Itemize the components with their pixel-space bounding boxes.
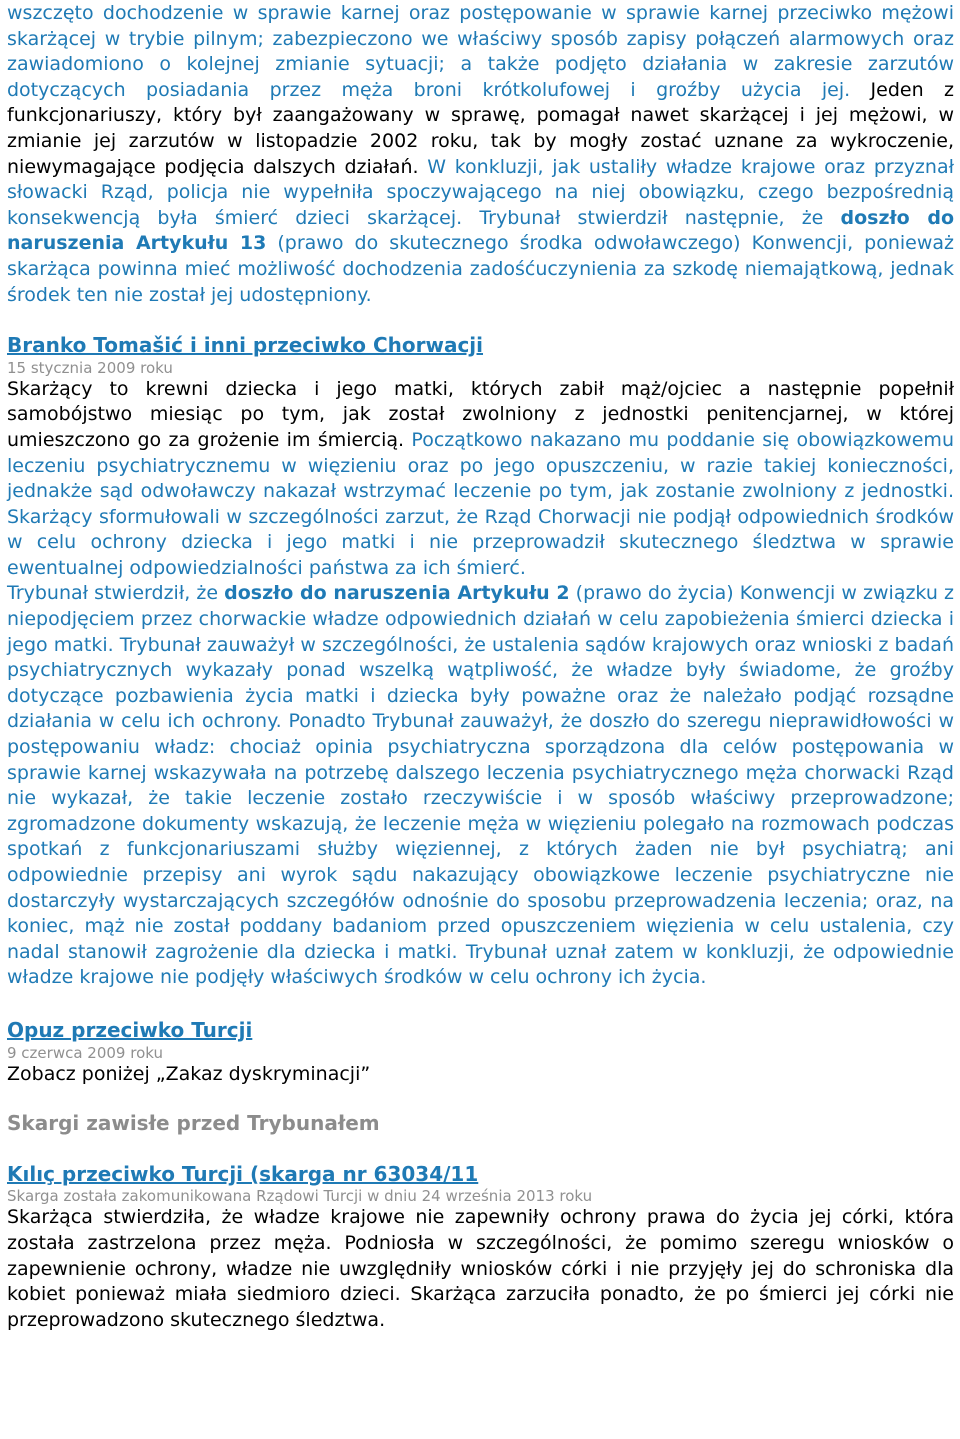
case-title-kilic[interactable]: Kılıç przeciwko Turcji (skarga nr 63034/11	[7, 1161, 479, 1186]
intro-text-blue-4: (prawo do skutecznego środka odwoławczego) Konwencji, ponieważ skarżąca powinna mieć możliwość dochodzenia zadośćuczynienia za szkodę niemajątkową, jednak środek ten nie został jej udostępniony.	[7, 232, 955, 306]
case-title-tomasic[interactable]: Branko Tomašić i inni przeciwko Chorwacji	[7, 333, 484, 358]
case-facts-tomasic	[7, 377, 954, 582]
facts-text-blue: Początkowo nakazano mu poddanie się obowiązkowemu leczeniu psychiatrycznemu w więzieniu oraz po jego opuszczeniu, w razie takiej konieczności, jednakże sąd odwoławczy nakazał wstrzymać leczenie po tym, jak zostanie zwolniony z jednostki.	[7, 428, 954, 503]
ruling-violation-article-2: doszło do naruszenia Artykułu 2	[224, 582, 570, 605]
case-date-kilic: Skarga została zakomunikowana Rządowi Turcji w dniu 24 września 2013 roku	[7, 1187, 593, 1206]
intro-violation-article-13: doszło do naruszenia Artykułu 13	[7, 206, 954, 255]
ruling-pre: Trybunał stwierdził, że	[7, 582, 225, 605]
case-date-opuz: 9 czerwca 2009 roku	[7, 1043, 163, 1062]
intro-text-blue-3: Trybunał stwierdził następnie, że	[462, 206, 841, 229]
case-text-opuz: Zobacz poniżej „Zakaz dyskryminacji”	[7, 1062, 371, 1085]
intro-text-blue: wszczęto dochodzenie w sprawie karnej oraz postępowanie w sprawie karnej przeciwko mężowi skarżącej w trybie pilnym; zabezpieczono we właściwy sposób zapisy połączeń alarmowych oraz zawiadomiono o kolejnej zmianie sytuacji; a także podjęto działania w zakresie zarzutów dotyczących posiadania przez męża broni krótkolufowej i groźby użycia jej.	[7, 2, 954, 101]
facts-text-blue-2: Skarżący sformułowali w szczególności zarzut, że Rząd Chorwacji nie podjął odpowiednich środków w celu ochrony dziecka i jego matki i nie przeprowadził skutecznego śledztwa w sprawie ewentualnej odpowiedzialności państwa za ich śmierć.	[7, 505, 954, 579]
ruling-rest: (prawo do życia) Konwencji w związku z niepodjęciem przez chorwackie władze odpowiednich działań w celu zapobieżenia śmierci dziecka i jego matki. Trybunał zauważył w szczególności, że ustalenia sądów krajowych oraz wnioski z badań psychiatrycznych wykazały ponad wszelką wątpliwość, że władze były świadome, że groźby dotyczące pozbawienia życia matki i dziecka były poważne oraz że należało podjąć rozsądne działania w celu ich ochrony. Ponadto Trybunał zauważył, że doszło do szeregu nieprawidłowości w postępowaniu władz: chociaż opinia psychiatryczna sporządzona dla celów postępowania w sprawie karnej wskazywała na potrzebę dalszego leczenia psychiatrycznego męża chorwacki Rząd nie wykazał, że takie leczenie zostało rzeczywiście i w sposób właściwy przeprowadzone; zgromadzone dokumenty wskazują, że leczenie męża w więzieniu polegało na rozmowach podczas spotkań z funkcjonariuszami służby więziennej, z których żaden nie był psychiatrą; ani odpowiednie przepisy ani wyrok sądu nakazujący obowiązkowe leczenie psychiatryczne nie dostarczyły wystarczających szczegółów odnośnie do sposobu przeprowadzenia leczenia; oraz, na koniec, mąż nie został poddany badaniom przed opuszczeniem więzienia w celu ustalenia, czy nadal stanowił zagrożenie dla dziecka i matki. Trybunał uznał zatem w konkluzji, że odpowiednie władze krajowe nie podjęły właściwych środków w celu ochrony ich życia.	[7, 582, 954, 989]
case-ruling-tomasic	[7, 581, 954, 991]
case-date-tomasic: 15 stycznia 2009 roku	[7, 358, 173, 377]
case-title-opuz[interactable]: Opuz przeciwko Turcji	[7, 1017, 253, 1042]
intro-paragraph	[7, 1, 954, 308]
section-title-pending: Skargi zawisłe przed Trybunałem	[7, 1111, 380, 1136]
facts-text: Skarżący to krewni dziecka i jego matki, których zabił mąż/ojciec a następnie popełnił samobójstwo miesiąc po tym, jak został zwolniony z jednostki penitencjarnej, w której umieszczono go za grożenie im śmiercią.	[7, 377, 954, 451]
case-text-kilic: Skarżąca stwierdziła, że władze krajowe nie zapewniły ochrony prawa do życia jej córki, która została zastrzelona przez męża. Podniosła w szczególności, że pomimo szeregu wniosków o zapewnienie ochrony, władze nie uwzględniły wniosków córki i nie przyjęły jej do schroniska dla kobiet ponieważ miała siedmioro dzieci. Skarżąca zarzuciła ponadto, że po śmierci jej córki nie przeprowadzono skutecznego śledztwa.	[7, 1206, 954, 1331]
intro-text: Jeden z funkcjonariuszy, który był zaangażowany w sprawę, pomagał nawet skarżącej i jej mężowi, w zmianie jej zarzutów w listopadzie 2002 roku, tak by mogły zostać uznane za wykroczenie, niewymagające podjęcia dalszych działań.	[7, 78, 954, 178]
intro-text-blue-2: W konkluzji, jak ustaliły władze krajowe oraz przyznał słowacki Rząd, policja nie wypełniła spoczywającego na niej obowiązku, czego bezpośrednią konsekwencją była śmierć dzieci skarżącej.	[7, 155, 954, 229]
